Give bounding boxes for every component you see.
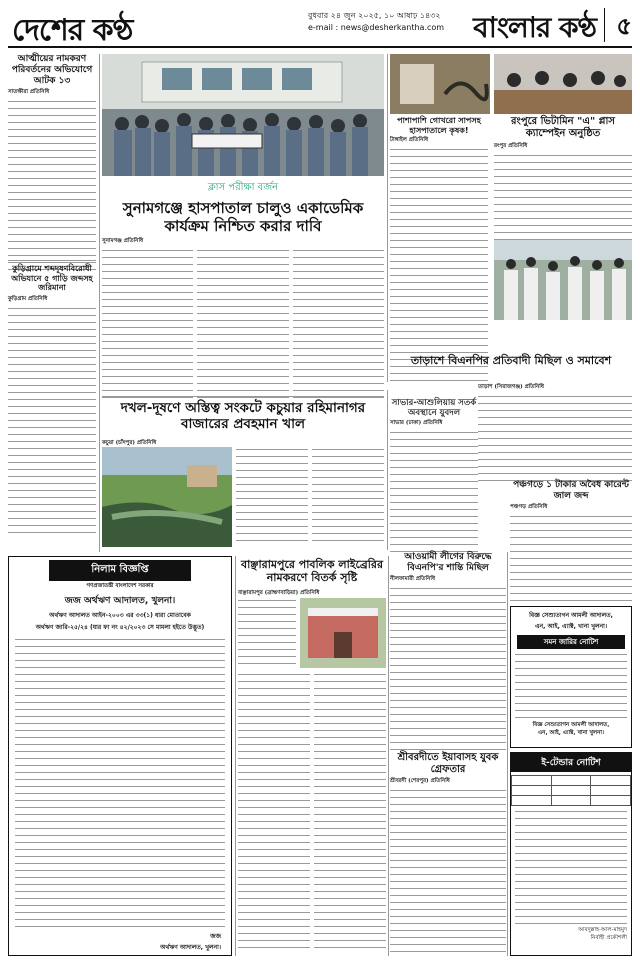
story-11-headline: বাঞ্ছারামপুরে পাবলিক লাইব্রেরির নামকরণে বিতর্ক সৃষ্টি <box>240 558 384 585</box>
masthead-title-left: দেশের কণ্ঠ <box>12 13 133 48</box>
photo-rally <box>494 240 632 320</box>
story-12-body <box>390 788 506 956</box>
story-6 <box>390 116 488 385</box>
tender-table <box>511 775 631 806</box>
photo-meeting <box>494 54 632 114</box>
story-1-byline: সাতক্ষীরা প্রতিনিধি <box>8 89 50 96</box>
masthead-title-right: বাংলার কণ্ঠ <box>473 11 596 44</box>
rally-photo-image <box>494 240 632 320</box>
auction-case: অর্থঋণ জারি-২৫/২৪ (যার ফা নং ৪২/২০২৩ সে মামলা হইতে উদ্ভূত) <box>35 624 205 631</box>
story-3 <box>102 180 384 235</box>
story-3-body-wrap <box>102 238 384 398</box>
story-5-byline: সাভার (ঢাকা) প্রতিনিধি <box>390 420 443 427</box>
story-12 <box>390 752 506 956</box>
story-3-byline: সুনামগঞ্জ প্রতিনিধি <box>102 238 144 244</box>
story-2-byline: কুড়িগ্রাম প্রতিনিধি <box>8 295 48 302</box>
story-8-headline: তাড়াশে বিএনপির প্রতিবাদী মিছিল ও সমাবেশ <box>410 354 612 367</box>
story-6-byline: টাঙ্গাইল প্রতিনিধি <box>390 137 429 144</box>
story-5 <box>390 398 478 552</box>
story-8-body <box>478 394 632 484</box>
masthead-date: বুধবার ২৪ জুন ২০২৫, ১০ আষাঢ় ১৪৩২ <box>308 11 441 20</box>
story-6-body <box>390 147 488 385</box>
auction-court: জজ অর্থঋণ আদালত, খুলনা। <box>64 596 176 606</box>
story-2-body <box>8 306 96 538</box>
auction-footer: জজ অর্থঋণ আদালত, খুলনা। <box>160 933 221 951</box>
court-notice-footer: বিজ্ঞ সেশ্যুতাগন আমলী আদালত, এন, আই, এ্যাক্ট, খানা খুলনা। <box>532 722 610 736</box>
story-11-body-a <box>238 598 296 668</box>
story-2-headline: কুড়িগ্রামে শব্দদূষণবিরোধী অভিযানে ৫ গাড়ি জব্দসহ জরিমানা <box>11 264 93 293</box>
tender-signature <box>511 927 631 943</box>
story-8 <box>390 354 632 367</box>
court-notice-sub: এন, আই, এ্যাক্ট, খানা খুলনা। <box>534 623 607 630</box>
protest-photo-image <box>102 54 384 176</box>
ad-auction <box>8 556 232 956</box>
story-12-byline: শ্রীবরদী (শেরপুর) প্রতিনিধি <box>390 778 450 784</box>
photo-library <box>300 598 386 668</box>
story-7-body <box>494 153 632 247</box>
story-1-body <box>8 99 96 274</box>
story-9-byline: পঞ্চগড় প্রতিনিধি <box>510 503 548 510</box>
story-5-body <box>390 430 478 552</box>
story-3-columns <box>102 248 384 398</box>
masthead <box>8 4 632 48</box>
story-3-headline: সুনামগঞ্জে হাসপাতাল চালুও একাডেমিক কার্যক্রম নিশ্চিত করার দাবি <box>122 199 364 235</box>
story-9-body <box>510 514 632 606</box>
story-11-body <box>238 672 386 954</box>
tender-signer: আবদুল্লাহ-আল-মাহমুদ <box>578 927 627 933</box>
story-1-headline: আত্মীয়ের নামকরণ পরিবর্তনের অভিযোগে আটক ১৩ <box>11 54 93 86</box>
library-photo-image <box>300 598 386 668</box>
story-4 <box>102 400 384 432</box>
story-3-body-col3 <box>293 248 384 398</box>
tender-body <box>515 809 627 925</box>
story-6-headline: পাশাপাশি গোখরো সাপসহ হাসপাতালে কৃষক! <box>397 116 481 135</box>
story-9-box <box>510 480 632 606</box>
photo-snake <box>390 54 490 114</box>
ad-tender <box>510 752 632 956</box>
story-3-kicker: ক্লাস পরীক্ষা বর্জন <box>207 182 279 193</box>
story-11 <box>238 558 386 584</box>
story-7-headline: রংপুরে ভিটামিন "এ" প্লাস ক্যাম্পেইন অনুষ্ঠিত <box>511 116 615 139</box>
story-7-byline: রংপুর প্রতিনিধি <box>494 143 528 149</box>
story-3-body-col1 <box>102 248 193 398</box>
story-1 <box>8 54 96 274</box>
auction-law: অর্থঋণ আদালত আইন-২০০৩ এর ৩৩(১) ধারা মোতাবেক <box>49 612 191 619</box>
auction-subtitle: গণপ্রজাতন্ত্রী বাংলাদেশ সরকার <box>86 583 154 589</box>
meeting-photo-image <box>494 54 632 114</box>
story-4-byline: কচুয়া (চাঁদপুর) প্রতিনিধি <box>102 440 157 446</box>
auction-body <box>15 637 225 927</box>
story-10 <box>390 552 506 754</box>
story-10-headline: আওয়ামী লীগের বিরুদ্ধে বিএনপি'র শান্তি মিছিল <box>404 552 492 573</box>
story-4-headline: দখল-দূষণে অস্তিত্ব সংকটে কচুয়ার রহিমানাগর বাজারের প্রবহমান খাল <box>120 400 366 433</box>
ad-court-notice <box>510 606 632 748</box>
court-notice-header: বিজ্ঞ সেশ্যুতাগন আমলী আদালত, <box>529 612 613 619</box>
story-12-headline: শ্রীবরদীতে ইয়াবাসহ যুবক গ্রেফতার <box>397 752 499 775</box>
story-8-body-wrap <box>478 384 632 484</box>
story-10-byline: নীলফামারী প্রতিনিধি <box>390 575 436 582</box>
photo-canal <box>102 447 232 547</box>
story-8-byline: তাড়াশ (সিরাজগঞ্জ) প্রতিনিধি <box>478 384 544 390</box>
canal-photo-image <box>102 447 232 547</box>
photo-protest <box>102 54 384 176</box>
story-11-byline: বাঞ্ছারামপুর (ব্রাহ্মণবাড়িয়া) প্রতিনিধি <box>238 590 320 596</box>
tender-title: ই-টেন্ডার নোটিশ <box>511 753 631 772</box>
story-10-body <box>390 586 506 754</box>
story-9-headline: পঞ্চগড়ে ১ টাকার অবৈধ কারেন্ট জাল জব্দ <box>513 480 629 501</box>
court-notice-body <box>515 652 627 718</box>
story-5-headline: সাভার-আশুলিয়ায় সতর্ক অবস্থানে যুবদল <box>391 398 477 419</box>
story-2 <box>8 264 96 538</box>
court-notice-title: সমন জারির নোটিশ <box>517 635 625 649</box>
page-number: ৫ <box>604 8 632 42</box>
story-7 <box>494 116 632 247</box>
tender-signer-role: নির্বাহী প্রকৌশলী <box>590 935 627 941</box>
masthead-meta <box>308 10 444 34</box>
auction-title: নিলাম বিজ্ঞপ্তি <box>49 560 191 581</box>
story-4-body <box>236 447 384 547</box>
masthead-email: e-mail : news@desherkantha.com <box>308 23 445 32</box>
snake-photo-image <box>390 54 490 114</box>
story-3-body-col2 <box>197 248 288 398</box>
